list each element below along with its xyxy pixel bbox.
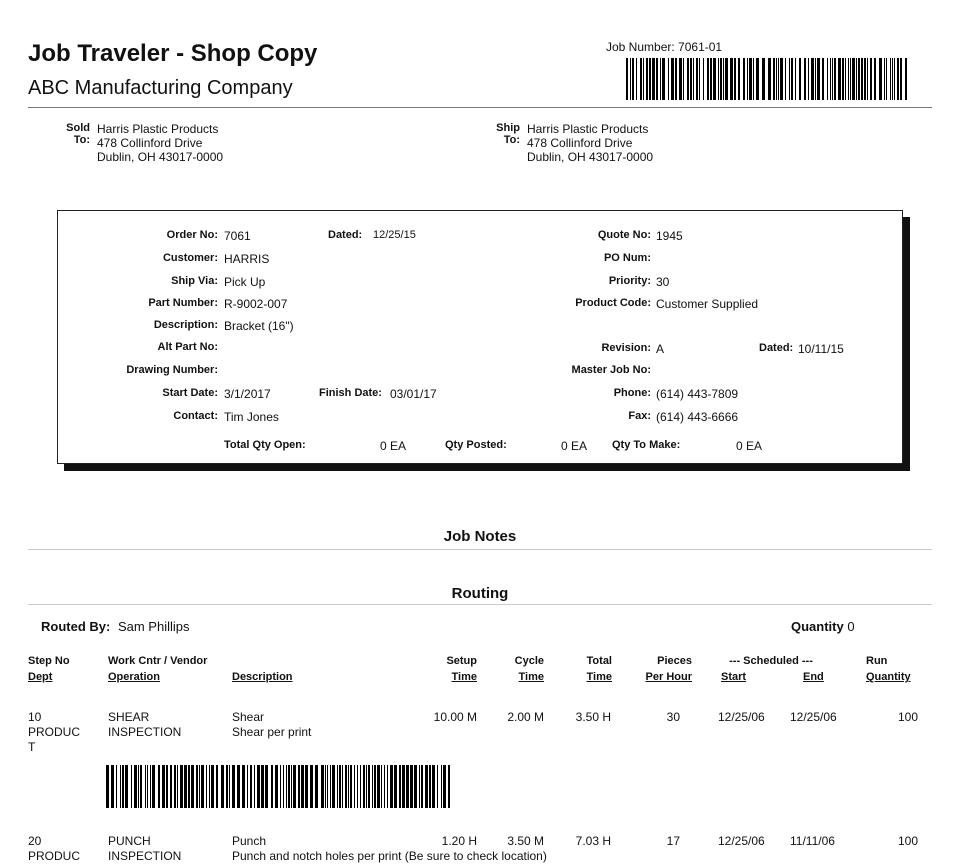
col-scheduled: --- Scheduled --- — [729, 655, 813, 667]
step-10-setup: 10.00 M — [433, 710, 477, 724]
product-code-label: Product Code: — [575, 297, 651, 309]
step-10-run-qty: 100 — [897, 710, 918, 724]
col-pieces-per-hour: Pieces Per Hour — [645, 655, 692, 683]
ship-to-address: Harris Plastic Products 478 Collinford Drive Dublin, OH 43017-0000 — [527, 122, 654, 164]
step-10-cycle: 2.00 M — [507, 710, 544, 724]
routed-by — [41, 619, 190, 634]
routing-quantity — [791, 619, 855, 634]
dated-value: 12/25/15 — [373, 229, 416, 241]
step-10-start: 12/25/06 — [718, 710, 765, 724]
col-cycle-time: Cycle Time — [514, 655, 544, 683]
col-setup-time: Setup Time — [446, 655, 477, 683]
contact-label: Contact: — [173, 410, 218, 422]
order-no-value: 7061 — [224, 229, 251, 243]
customer-value: HARRIS — [224, 252, 270, 266]
finish-date-label: Finish Date: — [319, 387, 382, 399]
sold-to-label: Sold To: — [66, 122, 90, 146]
alt-part-label: Alt Part No: — [157, 341, 218, 353]
ship-via-value: Pick Up — [224, 275, 266, 289]
step-10-pieces: 30 — [666, 710, 680, 724]
revision-dated-label: Dated: — [759, 342, 794, 354]
routing-title: Routing — [451, 585, 509, 602]
start-date-label: Start Date: — [162, 387, 218, 399]
step-20-setup: 1.20 H — [441, 834, 477, 848]
routed-by-value: Sam Phillips — [117, 619, 190, 634]
finish-date-value: 03/01/17 — [390, 387, 437, 401]
step-10-description: Shear Shear per print — [232, 710, 312, 739]
revision-dated-value: 10/11/15 — [798, 342, 844, 356]
phone-value: (614) 443-7809 — [656, 387, 739, 401]
qty-to-make-label: Qty To Make: — [612, 439, 681, 451]
step-20-work-center: PUNCH INSPECTION — [108, 834, 182, 863]
col-run-quantity: Run Quantity — [866, 655, 911, 683]
header-divider — [28, 107, 932, 108]
col-step-dept: Step No Dept — [28, 655, 70, 683]
col-work-cntr-operation: Work Cntr / Vendor Operation — [108, 655, 208, 683]
order-no-label: Order No: — [166, 229, 218, 241]
col-end: End — [803, 671, 824, 683]
col-total-time: Total Time — [586, 655, 612, 683]
col-start: Start — [721, 671, 747, 683]
job-number-label: Job Number: — [606, 40, 675, 54]
barcode-icon — [106, 765, 450, 808]
revision-label: Revision: — [601, 342, 651, 354]
ship-via-label: Ship Via: — [171, 275, 218, 287]
job-number — [606, 40, 722, 54]
step-10-end: 12/25/06 — [790, 710, 837, 724]
qty-posted-label: Qty Posted: — [445, 439, 507, 451]
po-num-label: PO Num: — [603, 252, 651, 264]
step-20-cycle: 3.50 M — [507, 834, 544, 848]
col-description: Description — [232, 671, 293, 683]
fax-value: (614) 443-6666 — [656, 410, 739, 424]
routing-quantity-value: 0 — [847, 619, 855, 634]
step-20-end: 11/11/06 — [790, 834, 835, 848]
part-number-label: Part Number: — [148, 297, 218, 309]
customer-label: Customer: — [162, 252, 218, 264]
job-notes-title: Job Notes — [443, 528, 517, 545]
start-date-value: 3/1/2017 — [224, 387, 271, 401]
step-20-run-qty: 100 — [897, 834, 918, 848]
routed-by-label: Routed By: — [41, 619, 111, 634]
step-20-pieces: 17 — [666, 834, 680, 848]
routing-quantity-label: Quantity — [791, 619, 844, 634]
total-qty-open-label: Total Qty Open: — [224, 439, 306, 451]
job-notes-divider — [28, 549, 932, 550]
priority-value: 30 — [656, 275, 670, 289]
product-code-value: Customer Supplied — [656, 297, 759, 311]
sold-to-address: Harris Plastic Products 478 Collinford Drive Dublin, OH 43017-0000 — [97, 122, 224, 164]
barcode-icon — [626, 58, 908, 100]
step-20-start: 12/25/06 — [718, 834, 765, 848]
quote-no-value: 1945 — [656, 229, 683, 243]
priority-label: Priority: — [608, 275, 651, 287]
total-qty-open-value: 0 EA — [380, 439, 407, 453]
description-label: Description: — [153, 319, 218, 331]
qty-to-make-value: 0 EA — [736, 439, 763, 453]
master-job-label: Master Job No: — [571, 364, 651, 376]
step-10-work-center: SHEAR INSPECTION — [108, 710, 182, 739]
job-number-value: 7061-01 — [678, 40, 723, 54]
step-10-dept: 10 PRODUC T — [28, 710, 81, 754]
routing-divider — [28, 604, 932, 605]
fax-label: Fax: — [628, 410, 651, 422]
step-10-total: 3.50 H — [575, 710, 611, 724]
qty-posted-value: 0 EA — [561, 439, 588, 453]
ship-to-label: Ship To: — [496, 122, 520, 146]
step-20-description: Punch Punch and notch holes per print (Be sure to check location) — [232, 834, 547, 863]
step-20-total: 7.03 H — [575, 834, 611, 848]
part-number-value: R-9002-007 — [224, 297, 288, 311]
dated-label: Dated: — [328, 229, 363, 241]
order-info-box — [57, 210, 903, 464]
company-name: ABC Manufacturing Company — [28, 77, 293, 99]
step-20-dept: 20 PRODUC — [28, 834, 81, 863]
phone-label: Phone: — [613, 387, 651, 399]
document-title: Job Traveler - Shop Copy — [28, 40, 318, 67]
description-value: Bracket (16") — [224, 319, 294, 333]
drawing-number-label: Drawing Number: — [126, 364, 218, 376]
quote-no-label: Quote No: — [597, 229, 651, 241]
contact-value: Tim Jones — [224, 410, 279, 424]
revision-value: A — [656, 342, 665, 356]
